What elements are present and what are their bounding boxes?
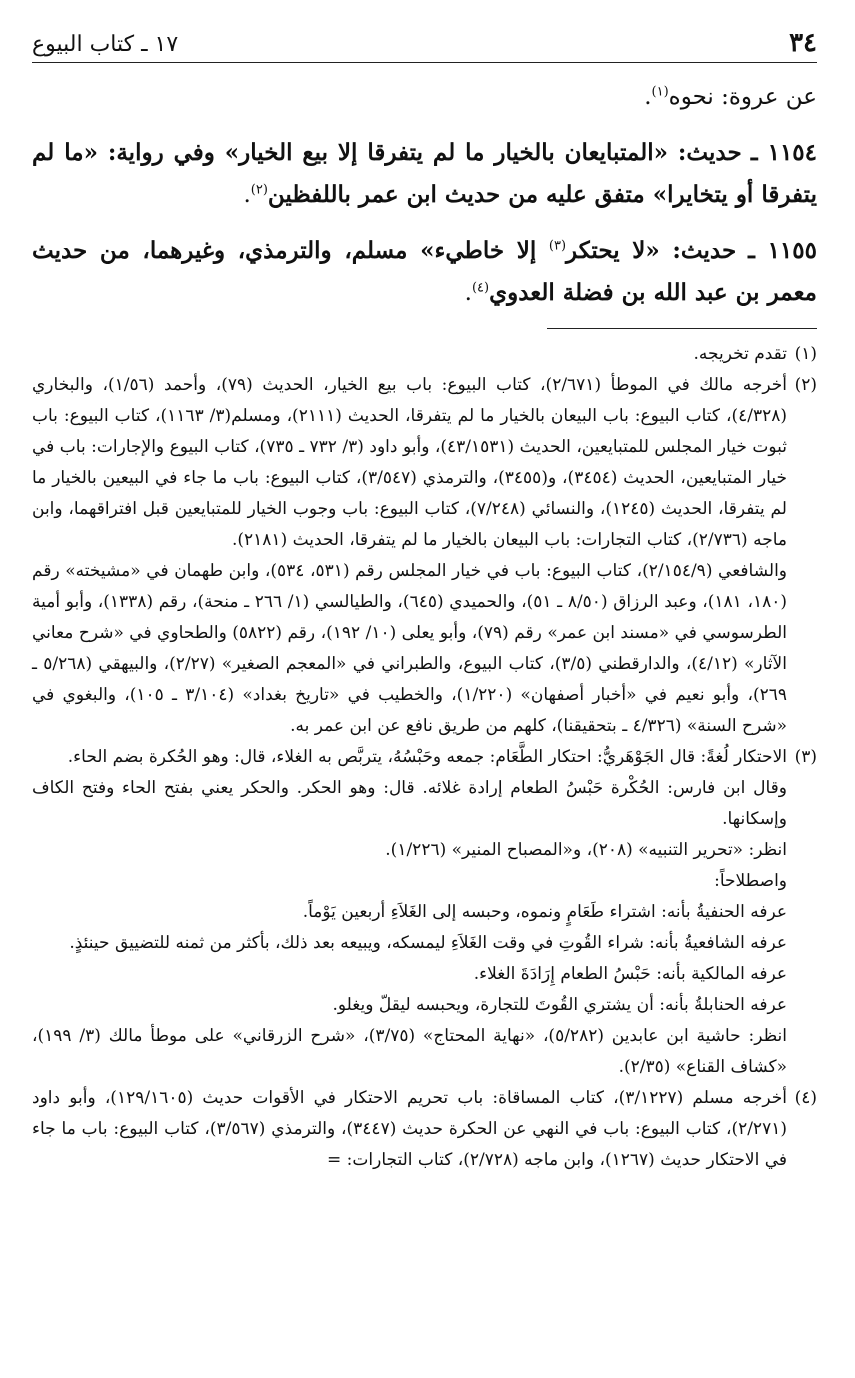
footnote-paragraph: وقال ابن فارس: الحُكْرة حَبْسُ الطعام إرادة غلائه. قال: وهو الحكر. والحكر يعني بفتح الحاء وفتح الكاف وإسكانها. xyxy=(32,778,787,829)
hadith-number: ١١٥٤ ـ xyxy=(750,139,818,166)
main-text xyxy=(32,77,817,314)
footnote-ref-3: (٣) xyxy=(548,238,567,254)
hadith-1155 xyxy=(32,230,817,314)
footnote-4 xyxy=(32,1083,817,1176)
chapter-title: ١٧ ـ كتاب البيوع xyxy=(32,32,179,57)
footnote-paragraph: انظر: «تحرير التنبيه» (٢٠٨)، و«المصباح المنير» (١/٢٢٦). xyxy=(385,840,787,860)
footnote-1 xyxy=(32,339,817,370)
hadith-text: حديث: «المتبايعان بالخيار ما لم يتفرقا إلا بيع الخيار» وفي رواية: «ما لم يتفرقا أو يتخايرا» متفق عليه من حديث ابن عمر باللفظين xyxy=(32,139,817,208)
footnote-paragraph: عرفه الحنابلةُ بأنه: أن يشتري القُوتَ للتجارة، ويحبسه ليقلّ ويغلو. xyxy=(332,995,787,1015)
punctuation: . xyxy=(464,280,472,306)
footnote-paragraph: واصطلاحاً: xyxy=(714,871,787,891)
footnote-paragraph: عرفه المالكية بأنه: حَبْسُ الطعام إِرَادَةَ الغلاء. xyxy=(473,964,787,984)
continuation-text: عن عروة: نحوه xyxy=(668,84,817,110)
footnote-number: (١) xyxy=(794,344,817,364)
hadith-text-part-a: حديث: «لا يحتكر xyxy=(566,237,737,264)
footnote-2 xyxy=(32,370,817,742)
footnote-3 xyxy=(32,742,817,1083)
continuation-line xyxy=(32,77,817,118)
hadith-number: ١١٥٥ ـ xyxy=(748,237,817,264)
footnote-number: (٢) xyxy=(794,375,817,395)
footnote-text: تقدم تخريجه. xyxy=(693,344,787,364)
punctuation: . xyxy=(644,84,652,110)
page-number: ٣٤ xyxy=(789,28,817,58)
hadith-text-part-b: إلا خاطيء» مسلم، والترمذي، وغيرهما، من حديث معمر بن عبد الله بن فضلة العدوي xyxy=(32,237,817,306)
footnote-paragraph: الاحتكار لُغةً: قال الجَوْهَريُّ: احتكار الطَّعَام: جمعه وحَبْسُهُ، يتربَّص به الغلاء، قال: وهو الحُكرة بضم الحاء. xyxy=(67,747,787,767)
punctuation: . xyxy=(243,182,251,208)
footnote-divider xyxy=(547,328,817,329)
footnote-paragraph: والشافعي (٢/١٥٤/٩)، كتاب البيوع: باب في خيار المجلس رقم (٥٣١، ٥٣٤)، وابن طهمان في «مشيخته» رقم (١٨٠، ١٨١)، وعبد الرزاق (٨/٥٠ ـ ٥١)، والحميدي (٦٤٥)، والطيالسي (١/ ٢٦٦ ـ منحة)، رقم (١٣٣٨)، وأبو أمية الطرسوسي في «مسند ابن عمر» رقم (٧٩)، وأبو يعلى (١٠/ ١٩٢)، رقم (٥٨٢٢) والطحاوي في «شرح معاني الآثار» (٤/١٢)، والدارقطني (٣/٥)، كتاب البيوع، والطبراني في «المعجم الصغير» (٢/٢٧)، والبيهقي (٥/٢٦٨ ـ ٢٦٩)، وأبو نعيم في «أخبار أصفهان» (١/٢٢٠)، والخطيب في «تاريخ بغداد» (٣/١٠٤ ـ ١٠٥)، والبغوي في «شرح السنة» (٤/٣٢٦ ـ بتحقيقنا)، كلهم من طريق نافع عن ابن عمر به. xyxy=(32,561,788,736)
footnote-number: (٤) xyxy=(794,1088,817,1108)
footnote-paragraph: انظر: حاشية ابن عابدين (٥/٢٨٢)، «نهاية المحتاج» (٣/٧٥)، «شرح الزرقاني» على موطأ مالك (٣/ ١٩٩)، «كشاف القناع» (٢/٣٥). xyxy=(32,1026,787,1077)
footnote-paragraph: عرفه الحنفيةُ بأنه: اشتراء طَعَامٍ ونموه، وحبسه إلى الغَلاَءِ أربعين يَوْماً. xyxy=(302,902,787,922)
footnote-paragraph: عرفه الشافعيةُ بأنه: شراء القُوتِ في وقت الغَلاَءِ ليمسكه، ويبيعه بعد ذلك، بأكثر من ثمنه للتضييق حينئذٍ. xyxy=(69,933,787,953)
footnote-ref-1: (١) xyxy=(651,84,669,100)
footnotes xyxy=(32,339,817,1176)
footnote-ref-4: (٤) xyxy=(471,280,490,296)
footnote-paragraph: أخرجه مالك في الموطأ (٢/٦٧١)، كتاب البيوع: باب بيع الخيار، الحديث (٧٩)، وأحمد (١/٥٦)، والبخاري (٤/٣٢٨)، كتاب البيوع: باب البيعان بالخيار ما لم يتفرقا، الحديث (٢١١١)، ومسلم(٣/ ١١٦٣)، كتاب البيوع: باب ثبوت خيار المجلس للمتبايعين، الحديث (٤٣/١٥٣١)، وأبو داود (٣/ ٧٣٢ ـ ٧٣٥)، كتاب البيوع والإجارات: باب في خيار المتبايعين، الحديث (٣٤٥٤)، و(٣٤٥٥)، والترمذي (٣/٥٤٧)، كتاب البيوع: باب ما جاء في البيعين بالخيار ما لم يتفرقا، الحديث (١٢٤٥)، والنسائي (٧/٢٤٨)، كتاب البيوع: باب وجوب الخيار للمتبايعين قبل افتراقهما، وابن ماجه (٢/٧٣٦)، كتاب التجارات: باب البيعان بالخيار ما لم يتفرقا، الحديث (٢١٨١). xyxy=(32,375,787,550)
footnote-ref-2: (٢) xyxy=(250,182,268,198)
footnote-paragraph: أخرجه مسلم (٣/١٢٢٧)، كتاب المساقاة: باب تحريم الاحتكار في الأقوات حديث (١٢٩/١٦٠٥)، وأبو داود (٢/٢٧١)، كتاب البيوع: باب في النهي عن الحكرة حديث (٣٤٤٧)، والترمذي (٣/٥٦٧)، كتاب البيوع: باب ما جاء في الاحتكار حديث (١٢٦٧)، وابن ماجه (٢/٧٢٨)، كتاب التجارات: = xyxy=(32,1088,788,1170)
hadith-1154 xyxy=(32,132,817,216)
footnote-number: (٣) xyxy=(794,747,817,767)
running-header xyxy=(32,22,817,63)
